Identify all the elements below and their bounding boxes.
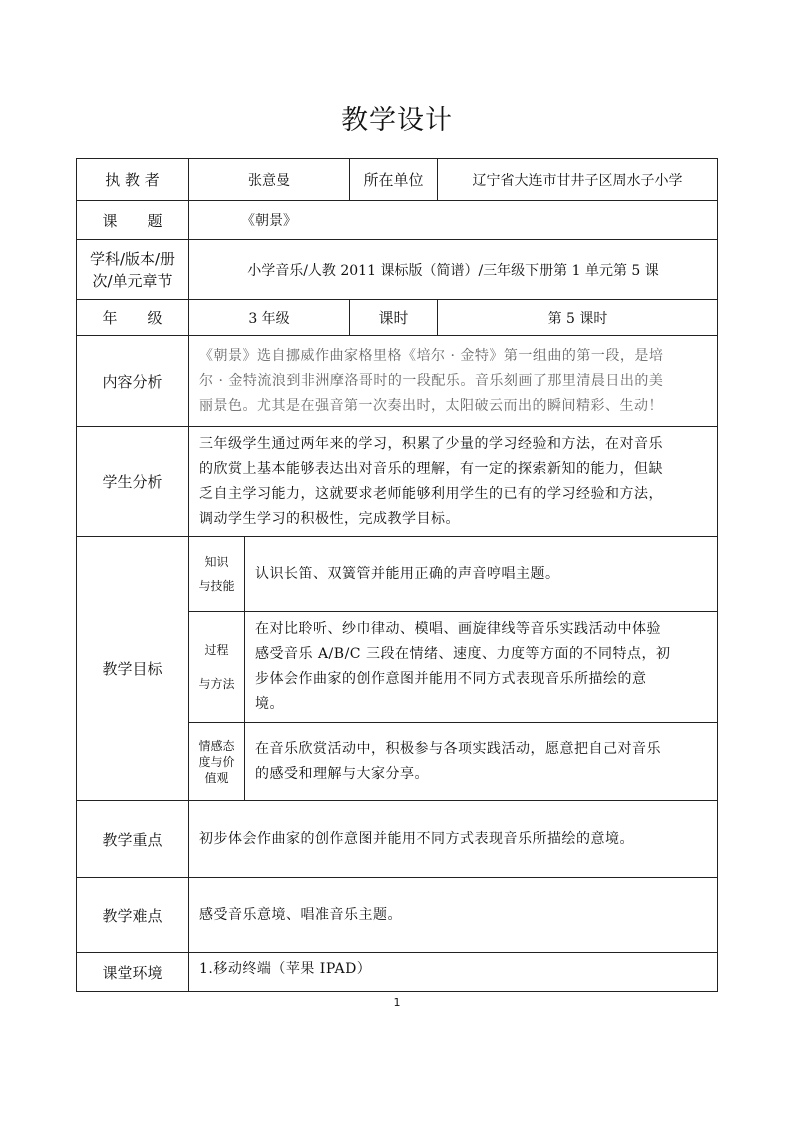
emotion-label-line2: 度与价: [198, 754, 235, 769]
period-label: 课时: [350, 300, 438, 336]
lesson-plan-table: [76, 158, 718, 992]
student-line: 调动学生学习的积极性，完成教学目标。: [199, 510, 460, 527]
grade-value: 3 年级: [189, 300, 350, 336]
difficulty-label: 教学难点: [77, 878, 189, 953]
knowledge-label-line2: 与技能: [198, 579, 235, 593]
key-point-cell: [189, 801, 717, 878]
environment-label: 课堂环境: [77, 953, 189, 991]
process-label-line2: 与方法: [198, 677, 235, 691]
content-line: 尔 · 金特流浪到非洲摩洛哥时的一段配乐。音乐刻画了那里清晨日出的美: [199, 372, 664, 389]
emotion-line: 的感受和理解与大家分享。: [255, 765, 429, 782]
grade-label: 年 级: [77, 300, 189, 336]
subject-value: 小学音乐/人教 2011 课标版（简谱）/三年级下册第 1 单元第 5 课: [189, 240, 717, 300]
unit-value: 辽宁省大连市甘井子区周水子小学: [438, 159, 717, 201]
difficulty-cell: [189, 878, 717, 953]
emotion-label: [189, 723, 245, 801]
emotion-cell: [245, 723, 717, 801]
process-line: 步体会作曲家的创作意图并能用不同方式表现音乐所描绘的意: [255, 671, 647, 687]
student-line: 的欣赏上基本能够表达出对音乐的理解，有一定的探索新知的能力，但缺: [199, 460, 663, 477]
goals-label: 教学目标: [77, 537, 189, 801]
subject-label: [77, 240, 189, 300]
process-cell: [245, 612, 717, 723]
teacher-value: 张意曼: [189, 159, 350, 201]
process-line: 在对比聆听、纱巾律动、模唱、画旋律线等音乐实践活动中体验: [255, 621, 661, 637]
content-line: 丽景色。尤其是在强音第一次奏出时，太阳破云而出的瞬间精彩、生动！: [199, 397, 663, 414]
student-line: 三年级学生通过两年来的学习，积累了少量的学习经验和方法，在对音乐: [199, 435, 663, 452]
difficulty-text: 感受音乐意境、唱准音乐主题。: [199, 906, 402, 923]
process-line: 感受音乐 A/B/C 三段在情绪、速度、力度等方面的不同特点，初: [255, 646, 671, 662]
topic-label: 课 题: [77, 201, 189, 240]
knowledge-text: 认识长笛、双簧管并能用正确的声音哼唱主题。: [255, 565, 560, 582]
period-value: 第 5 课时: [438, 300, 717, 336]
emotion-label-line1: 情感态: [198, 738, 235, 753]
environment-text: 1.移动终端（苹果 IPAD）: [199, 961, 372, 977]
student-line: 乏自主学习能力，这就要求老师能够利用学生的已有的学习经验和方法，: [199, 485, 663, 502]
knowledge-label-line1: 知识: [204, 555, 229, 569]
process-label: [189, 612, 245, 723]
page-number: 1: [393, 996, 401, 1009]
process-line: 境。: [255, 696, 284, 712]
knowledge-label: [189, 537, 245, 612]
emotion-line: 在音乐欣赏活动中，积极参与各项实践活动，愿意把自己对音乐: [255, 740, 661, 757]
key-point-label: 教学重点: [77, 801, 189, 878]
subject-label-line2: 次/单元章节: [92, 271, 173, 290]
knowledge-cell: [245, 537, 717, 612]
student-cell: [189, 427, 717, 537]
key-point-text: 初步体会作曲家的创作意图并能用不同方式表现音乐所描绘的意境。: [199, 830, 634, 847]
student-label: 学生分析: [77, 427, 189, 537]
emotion-label-line3: 值观: [204, 770, 229, 785]
process-label-line1: 过程: [204, 643, 229, 657]
teacher-label: 执 教 者: [77, 159, 189, 201]
unit-label: 所在单位: [350, 159, 438, 201]
topic-value: 《朝景》: [189, 201, 717, 240]
content-label: 内容分析: [77, 336, 189, 427]
document-title: 教学设计: [341, 105, 453, 136]
environment-cell: [189, 953, 717, 991]
content-cell: [189, 336, 717, 427]
subject-label-line1: 学科/版本/册: [89, 249, 176, 268]
content-line: 《朝景》选自挪威作曲家格里格《培尔 · 金特》第一组曲的第一段，是培: [199, 347, 664, 364]
